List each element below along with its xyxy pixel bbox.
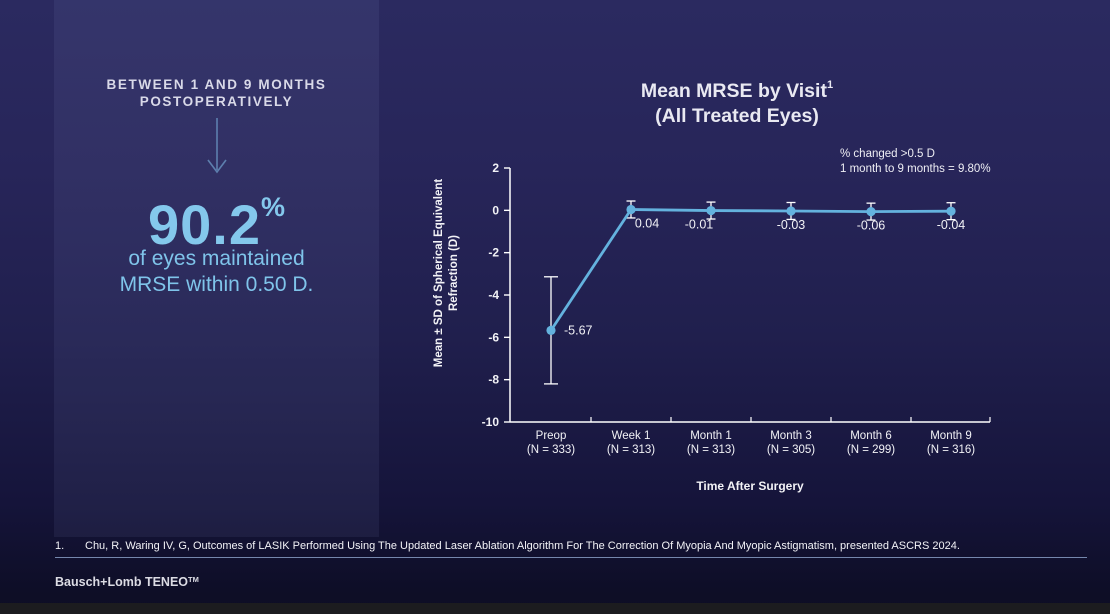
x-axis-label: Time After Surgery bbox=[696, 479, 804, 493]
stat-caption bbox=[54, 246, 379, 298]
stat-caption-line2: MRSE within 0.50 D. bbox=[119, 273, 314, 296]
footer-divider bbox=[55, 557, 1087, 558]
mrse-line-chart bbox=[420, 145, 1060, 555]
svg-text:-0.01: -0.01 bbox=[684, 217, 714, 232]
stat-number: 90.2 bbox=[147, 193, 261, 256]
chart-title bbox=[420, 73, 1054, 129]
bottom-bar bbox=[0, 603, 1110, 614]
svg-text:-4: -4 bbox=[488, 288, 499, 302]
footnote-number: 1. bbox=[55, 540, 65, 552]
y-axis-label-line1: Mean ± SD of Spherical Equivalent bbox=[433, 178, 445, 368]
svg-text:-8: -8 bbox=[488, 372, 499, 387]
chart-title-footnote-marker: 1 bbox=[826, 79, 834, 91]
svg-text:(N = 333): (N = 333) bbox=[526, 444, 576, 456]
trademark-symbol: TM bbox=[188, 575, 199, 584]
svg-text:2: 2 bbox=[492, 161, 499, 175]
svg-text:Week 1: Week 1 bbox=[611, 430, 651, 442]
chart-plot bbox=[420, 145, 1060, 490]
brand-name: Bausch+Lomb TENEO bbox=[55, 575, 189, 589]
svg-text:Month 1: Month 1 bbox=[690, 430, 732, 442]
stat-percent-sign: % bbox=[260, 192, 285, 222]
highlight-heading-line2: POSTOPERATIVELY bbox=[139, 94, 294, 109]
svg-text:-0.03: -0.03 bbox=[776, 217, 806, 232]
svg-text:(N = 299): (N = 299) bbox=[846, 444, 896, 456]
svg-text:(N = 313): (N = 313) bbox=[686, 444, 736, 456]
y-axis-label bbox=[432, 142, 464, 404]
svg-text:Month 6: Month 6 bbox=[850, 430, 892, 442]
svg-text:-0.04: -0.04 bbox=[936, 218, 966, 233]
down-arrow-icon bbox=[54, 116, 379, 183]
stat-value bbox=[54, 176, 379, 256]
highlight-heading-line1: BETWEEN 1 AND 9 MONTHS bbox=[106, 77, 327, 92]
svg-text:-6: -6 bbox=[488, 330, 499, 345]
svg-text:Month 3: Month 3 bbox=[770, 430, 812, 442]
chart-title-text: Mean MRSE by Visit bbox=[640, 80, 827, 102]
stat-caption-line1: of eyes maintained bbox=[128, 247, 305, 270]
svg-text:(N = 316): (N = 316) bbox=[926, 444, 976, 456]
annotation-line2: 1 month to 9 months = 9.80% bbox=[840, 163, 991, 175]
svg-text:-2: -2 bbox=[488, 245, 499, 260]
highlight-heading bbox=[54, 76, 379, 110]
brand-logo bbox=[55, 575, 199, 589]
footnote-citation: Chu, R, Waring IV, G, Outcomes of LASIK Performed Using The Updated Laser Ablation Algorithm For The Correction Of Myopia And Myopic Astigmatism, presented ASCRS 2024. bbox=[85, 540, 960, 552]
annotation-line1: % changed >0.5 D bbox=[840, 148, 935, 160]
svg-text:(N = 313): (N = 313) bbox=[606, 444, 656, 456]
svg-text:Preop: Preop bbox=[535, 430, 567, 442]
svg-text:-0.06: -0.06 bbox=[856, 218, 886, 233]
chart-subtitle: (All Treated Eyes) bbox=[655, 105, 819, 127]
highlight-panel bbox=[54, 0, 379, 537]
svg-text:0.04: 0.04 bbox=[634, 216, 660, 231]
y-axis-label-line2: Refraction (D) bbox=[448, 234, 460, 312]
svg-text:-5.67: -5.67 bbox=[564, 323, 593, 338]
svg-text:0: 0 bbox=[492, 203, 499, 218]
svg-text:Month 9: Month 9 bbox=[930, 430, 972, 442]
svg-text:(N = 305): (N = 305) bbox=[766, 444, 816, 456]
chart-annotation bbox=[840, 147, 1060, 177]
svg-text:-10: -10 bbox=[481, 415, 499, 429]
